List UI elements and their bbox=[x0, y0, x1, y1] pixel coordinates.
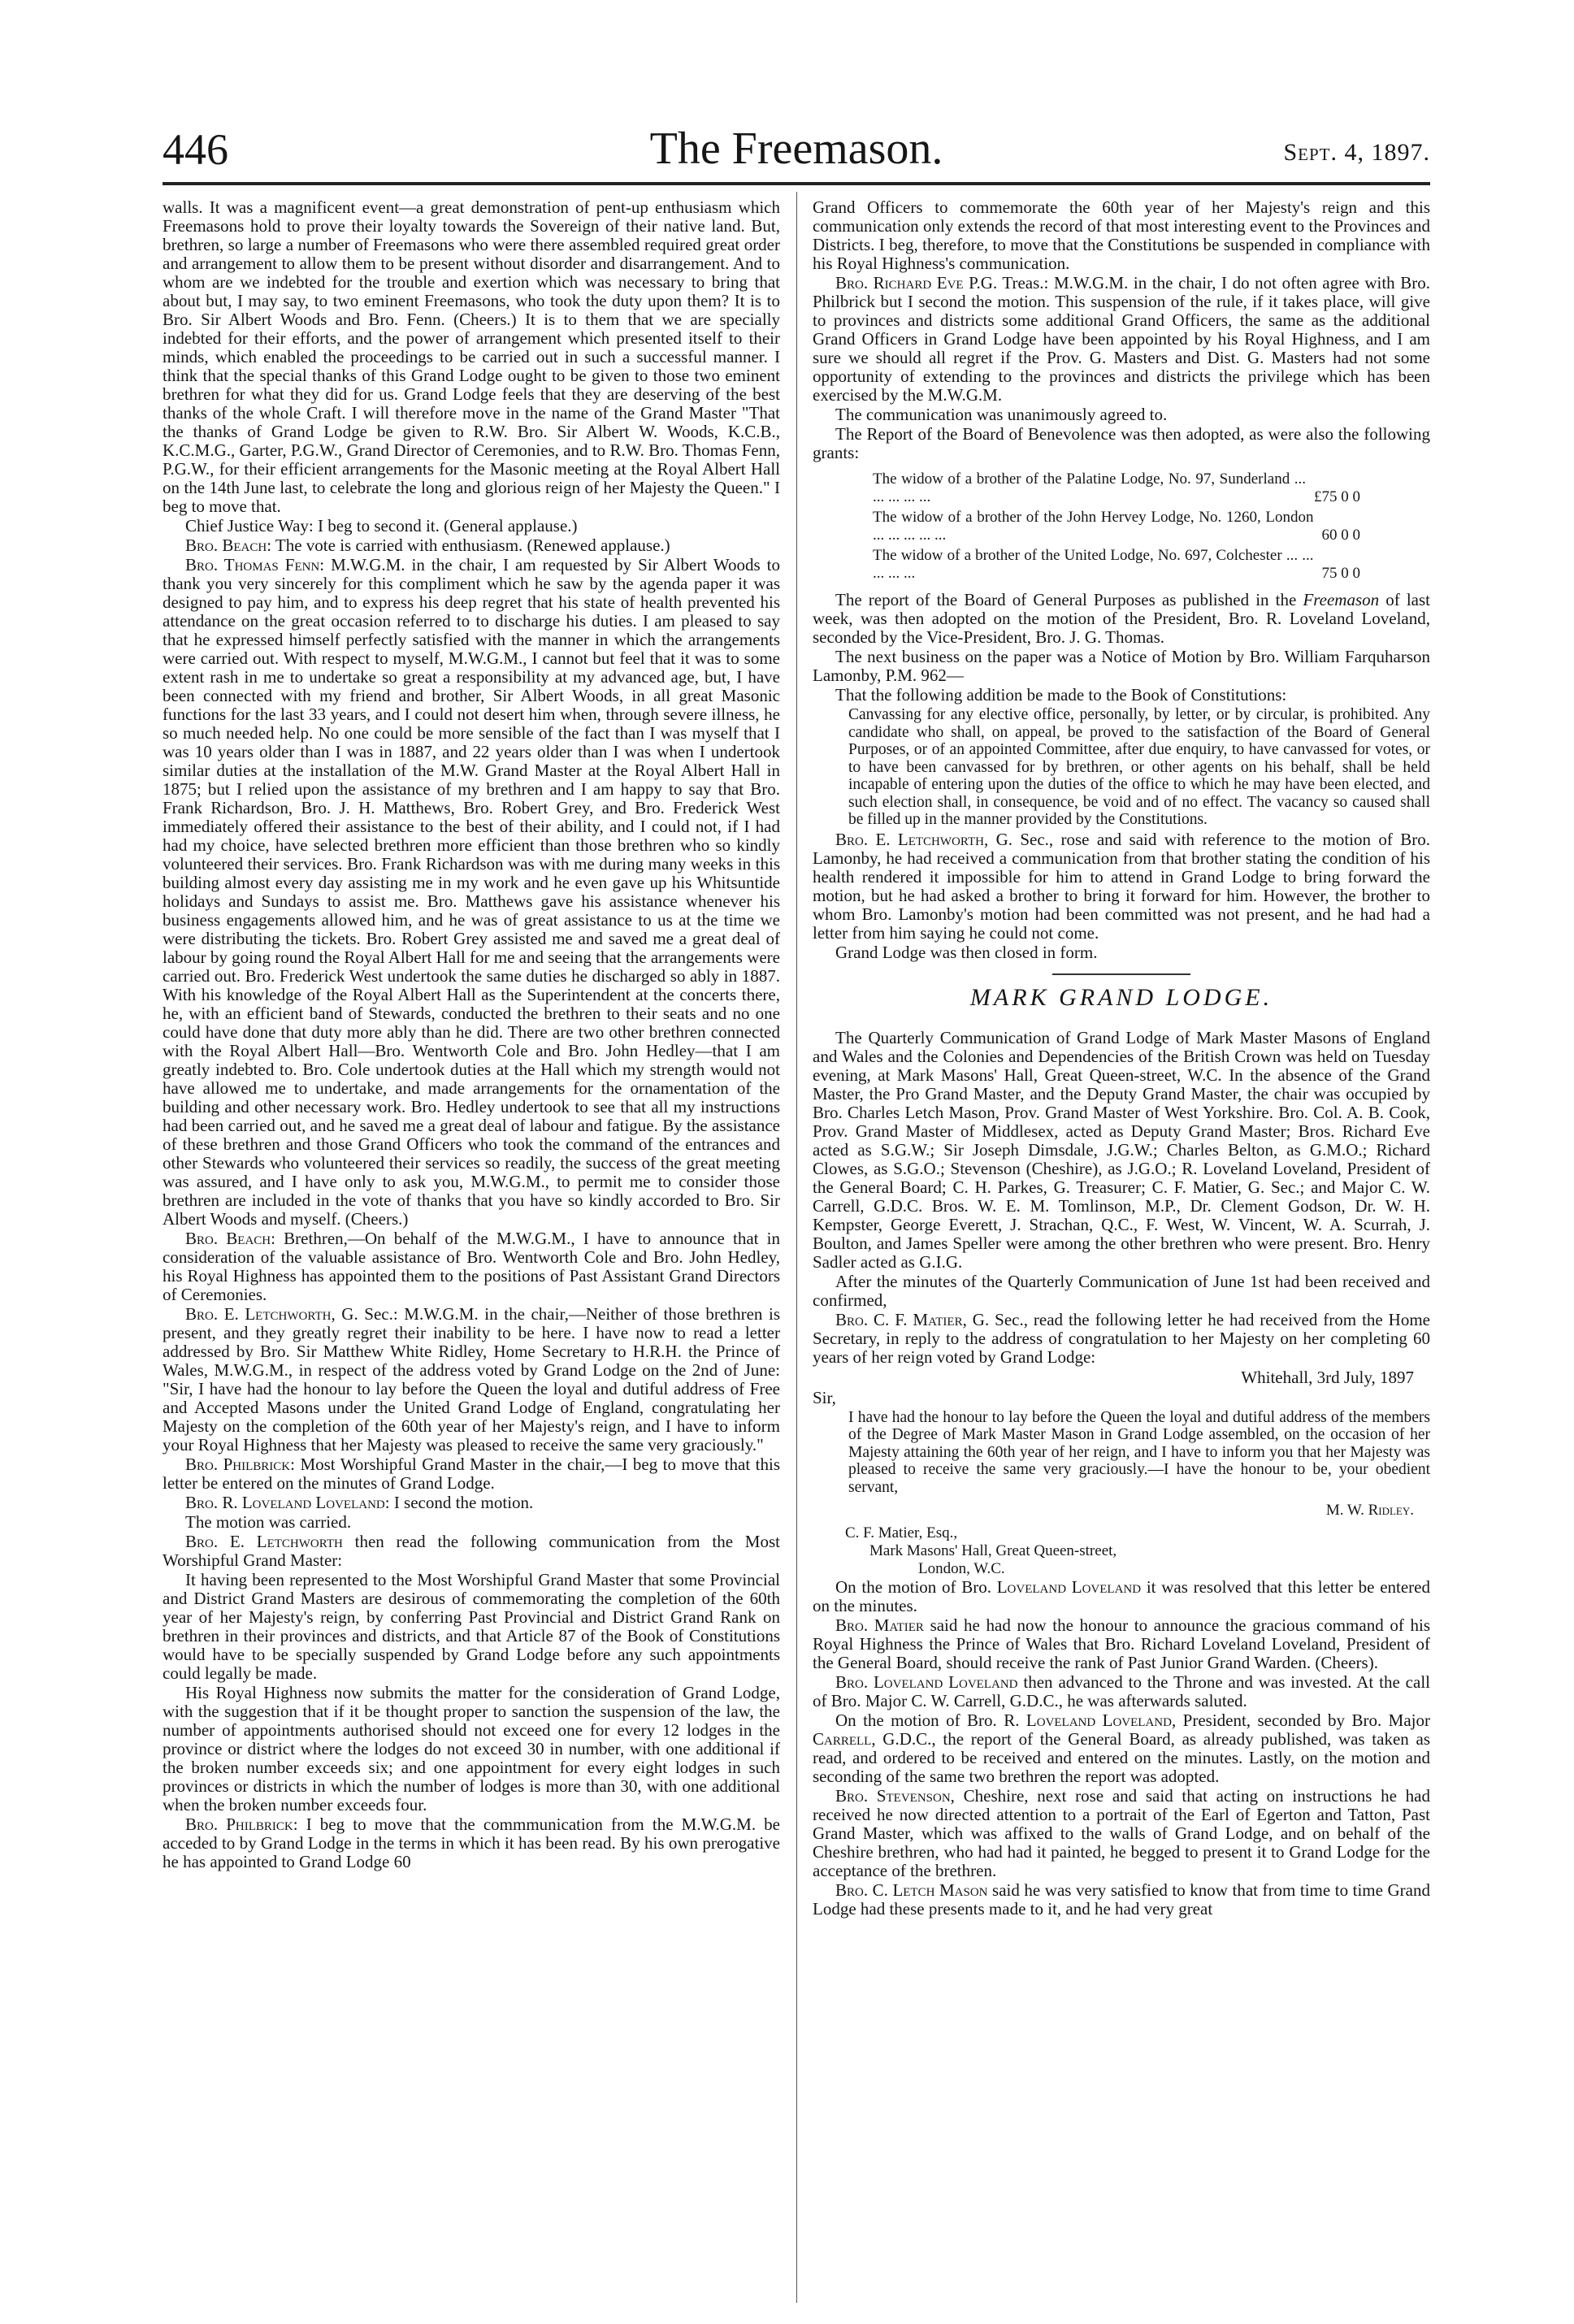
letter-date: Whitehall, 3rd July, 1897 bbox=[1241, 1367, 1414, 1387]
speaker-name: Bro. Beach bbox=[185, 1229, 271, 1248]
speech-text: , Cheshire, next rose and said that acting on instructions he had received he now directed attention to a portrait of the Earl of Egerton and Tatton, Past Grand Master, which was affixed to the walls of Grand Lodge, and on behalf of the Cheshire brethren, who had had it painted, he begged to present it to Grand Lodge for the acceptance of the brethren. bbox=[813, 1786, 1430, 1880]
address-line: C. F. Matier, Esq., bbox=[845, 1524, 958, 1541]
paragraph: On the motion of Bro. R. Loveland Loveland, President, seconded by Bro. Major Carrell, G.D.C., the report of the General Board, as already published, was taken as read, and ordered to be received and entered on the minutes. Lastly, on the motion and seconding of the same two brethren the report was adopted. bbox=[813, 1710, 1430, 1786]
speech-text: then read the following communication from the Most Worshipful Grand Master: bbox=[163, 1532, 780, 1570]
paragraph bbox=[163, 1305, 780, 1455]
section-heading: MARK GRAND LODGE. bbox=[969, 983, 1273, 1011]
paragraph: The next business on the paper was a Notice of Motion by Bro. William Farquharson Lamonby, P.M. 962— bbox=[813, 647, 1430, 685]
paragraph: walls. It was a magnificent event—a great demonstration of pent-up enthusiasm which Freemasons hold to prove their loyalty towards the Sovereign of their native land. But, brethren, so large a number of Freemasons who were there assembled required great order and arrangement to allow them to be present without disorder and disarrangement. And to whom are we indebted for the trouble and exertion which was necessary to bring that about but, I may say, to two eminent Freemasons, who took the duty upon them? It is to Bro. Sir Albert Woods and Bro. Fenn. (Cheers.) It is to them that we are specially indebted for their efforts, and the power of arrangement which presented itself to their minds, which enabled the proceedings to be carried out in such a successful manner. I think that the special thanks of this Grand Lodge ought to be given to those two eminent brethren for what they did for us. Grand Lodge feels that they are deserving of the best thanks of the whole Craft. I will therefore move in the name of the Grand Master "That the thanks of Grand Lodge be given to R.W. Bro. Sir Albert W. Woods, K.C.B., K.C.M.G., Garter, P.G.W., Grand Director of Ceremonies, and to R.W. Bro. Thomas Fenn, P.G.W., for their efficient arrangements for the Masonic meeting at the Royal Albert Hall on the 14th June last, to celebrate the long and glorious reign of her Majesty the Queen." I beg to move that. bbox=[163, 198, 780, 516]
left-column bbox=[163, 198, 780, 2303]
speaker-name: Bro. E. Letchworth bbox=[185, 1304, 332, 1324]
paragraph: The motion was carried. bbox=[185, 1512, 352, 1532]
grant-item bbox=[873, 509, 1360, 544]
letter-address bbox=[845, 1524, 1430, 1578]
paragraph: After the minutes of the Quarterly Communication of June 1st had been received and confirmed, bbox=[813, 1271, 1430, 1310]
speaker-name: Bro. E. Letchworth bbox=[185, 1532, 343, 1551]
speech-text: : I beg to second it. (General applause.) bbox=[308, 516, 578, 535]
paragraph bbox=[813, 830, 1430, 943]
speaker-name: Bro. Loveland Loveland bbox=[835, 1672, 1018, 1692]
grant-amount: £75 0 0 bbox=[1314, 488, 1360, 505]
paragraph bbox=[163, 556, 780, 1229]
paragraph bbox=[163, 1229, 780, 1304]
speech-text: : M.W.G.M. in the chair, I am requested by Sir Albert Woods to thank you very sincerely for this compliment which he saw by the agenda paper it was designed to pay him, and to express his deep regret that his state of health prevented his attendance on the great occasion referred to to discharge his duties. I am pleased to say that he expressed himself perfectly satisfied with the manner in which the arrangements were carried out. With respect to myself, M.W.G.M., I cannot but feel that it was to some extent rash in me to undertake so great a responsibility at my advanced age, but, I have been connected with my friend and brother, Sir Albert Woods, in all great Masonic functions for the last 33 years, and I could not desert him when, through severe illness, he so much needed help. No one could be more sensible of the fact than I was myself that I was 10 years older than I was in 1887, and 22 years older than I was when I undertook similar duties at the installation of the M.W. Grand Master at the Royal Albert Hall in 1875; but I relied upon the assistance of my brethren and I am happy to say that Bro. Frank Richardson, Bro. J. H. Matthews, Bro. Robert Grey, and Bro. Frederick West immediately offered their assistance to the best of their ability, and I could not, if I had had my choice, have selected brethren more efficient than those brethren who so kindly volunteered their services. Bro. Frank Richardson was with me during many weeks in this building almost every day assisting me in my work and he even gave up his Whitsuntide holidays and Sundays to assist me. Bro. Matthews gave his assistance whenever his business engagements allowed him, and he was of great assistance to us at the time we were distributing the tickets. Bro. Robert Grey assisted me and saved me a great deal of labour by going round the Royal Albert Hall for me and seeing that the arrangements were carried out. Bro. Frederick West undertook the same duties he discharged so ably in 1887. With his knowledge of the Royal Albert Hall as the Superintendent at the concerts there, he, with an efficient band of Stewards, conducted the brethren to their seats and no one could have done that duty more ably than he did. There are two other brethren connected with the Royal Albert Hall—Bro. Wentworth Cole and Bro. John Hedley—that I am greatly indebted to. Bro. Cole undertook duties at the Hall which my strength would not have allowed me to undertake, and made arrangements for the ornamentation of the building and other necessary work. Bro. Hedley undertook to see that all my instructions had been carried out, and he saved me a great deal of labour and fatigue. By the assistance of these brethren and those Grand Officers who took the command of the entrances and other Stewards who volunteered their services so readily, the success of the great meeting was assured, and I have only to ask you, M.W.G.M., to permit me to consider those brethren are included in the vote of thanks that you have so kindly accorded to Bro. Sir Albert Woods and myself. (Cheers.) bbox=[163, 555, 780, 1229]
masthead bbox=[163, 122, 1430, 179]
speech-text: P.G. Treas.: M.W.G.M. in the chair, I do not often agree with Bro. Philbrick but I second the motion. This suspension of the rule, if it takes place, will give to provinces and districts some additional Grand Officers, the same as the additional Grand Officers in Grand Lodge have been appointed by his Royal Highness, and I am sure we should all regret if the Prov. G. Masters and Dist. G. Masters had not some opportunity of extending to the provinces and districts the privilege which has been exercised by the M.W.G.M. bbox=[813, 273, 1430, 405]
letter-salutation: Sir, bbox=[813, 1387, 836, 1407]
speaker-name: Loveland Loveland bbox=[1025, 1710, 1172, 1730]
speech-text: : Brethren,—On behalf of the M.W.G.M., I have to announce that in consideration of the valuable assistance of Bro. Wentworth Cole and Bro. John Hedley, his Royal Highness has appointed them to the positions of Past Assistant Grand Directors of Ceremonies. bbox=[163, 1229, 780, 1304]
address-line: London, W.C. bbox=[918, 1560, 1005, 1577]
grant-item bbox=[873, 470, 1360, 506]
speech-text: : Most Worshipful Grand Master in the chair,—I beg to move that this letter be entered on the minutes of Grand Lodge. bbox=[163, 1455, 780, 1493]
speaker-name: Bro. R. Loveland Loveland bbox=[185, 1493, 385, 1512]
speaker-name: Bro. Richard Eve bbox=[835, 273, 964, 293]
address-line: Mark Masons' Hall, Great Queen-street, bbox=[869, 1542, 1117, 1559]
section-rule bbox=[1052, 973, 1190, 975]
publication-name: Freemason bbox=[1303, 590, 1380, 609]
grant-recipient: The widow of a brother of the United Lodge, No. 697, Colchester ... ... ... ... ... bbox=[873, 547, 1314, 582]
paragraph bbox=[813, 1787, 1430, 1880]
right-column bbox=[813, 198, 1430, 2303]
speaker-name: Bro. C. Letch Mason bbox=[835, 1880, 988, 1900]
paragraph bbox=[813, 1881, 1430, 1919]
grant-recipient: The widow of a brother of the Palatine Lodge, No. 97, Sunderland ... ... ... ... ... bbox=[873, 470, 1306, 505]
speaker-name: Chief Justice Way bbox=[185, 516, 309, 535]
newspaper-title: The Freemason. bbox=[649, 124, 943, 174]
paragraph bbox=[163, 517, 780, 535]
paragraph: The report of the Board of General Purposes as published in the Freemason of last week, was then adopted on the motion of the President, Bro. R. Loveland Loveland, seconded by the Vice-President, Bro. J. G. Thomas. bbox=[813, 590, 1430, 647]
speaker-name: Bro. C. F. Matier bbox=[835, 1309, 963, 1329]
grant-item bbox=[873, 547, 1360, 583]
speech-text: : The vote is carried with enthusiasm. (Renewed applause.) bbox=[267, 535, 670, 555]
paragraph bbox=[163, 1494, 780, 1512]
speaker-name: Bro. Philbrick bbox=[185, 1455, 291, 1474]
paragraph bbox=[813, 1673, 1430, 1710]
paragraph: His Royal Highness now submits the matter for the consideration of Grand Lodge, with the suggestion that if it be thought proper to sanction the suspension of the law, the number of appointments authorised should not exceed one for every 12 lodges in the province or district where the lodges do not exceed 30 in number, with one additional if the broken number exceeds six; and one appointment for every eight lodges in such provinces or districts in which the number of lodges is more than 30, with one additional when the broken number exceeds four. bbox=[163, 1683, 780, 1815]
paragraph: The communication was unanimously agreed to. bbox=[835, 405, 1168, 424]
paragraph bbox=[163, 1533, 780, 1570]
speech-text: said he was very satisfied to know that from time to time Grand Lodge had these presents made to it, and he had very great bbox=[813, 1880, 1430, 1919]
paragraph: It having been represented to the Most Worshipful Grand Master that some Provincial and District Grand Masters are desirous of commemorating the completion of the 60th year of her Majesty's reign, by conferring Past Provincial and District Grand Rank on brethren in their provinces and districts, and that Article 87 of the Book of Constitutions would have to be specially suspended by Grand Lodge before any such appointments could legally be made. bbox=[163, 1570, 780, 1683]
paragraph bbox=[813, 1311, 1430, 1367]
paragraph: The Report of the Board of Benevolence was then adopted, as were also the following grants: bbox=[813, 424, 1430, 462]
quoted-rule: Canvassing for any elective office, personally, by letter, or by circular, is prohibited. Any candidate who shall, on appeal, be proved to the satisfaction of the Board of General Purposes, or of an appointed Committee, after due enquiry, to have canvassed for votes, or to have been canvassed for by brethren, or other agents on his behalf, shall be held incapable of entering upon the duties of the office to which he may have been elected, and such election shall, in consequence, be void and of no effect. The vacancy so caused shall be filled up in the manner provided by the Constitutions. bbox=[848, 706, 1430, 828]
paragraph bbox=[813, 274, 1430, 405]
page-number: 446 bbox=[163, 125, 228, 174]
speaker-name: Bro. Thomas Fenn bbox=[185, 555, 320, 574]
masthead-rule bbox=[163, 182, 1430, 185]
column-divider bbox=[796, 192, 797, 2303]
speaker-name: Bro. Philbrick bbox=[185, 1815, 293, 1834]
paragraph bbox=[813, 1616, 1430, 1672]
speech-text: then advanced to the Throne and was invested. At the call of Bro. Major C. W. Carrell, G.D.C., he was afterwards saluted. bbox=[813, 1672, 1430, 1710]
paragraph: That the following addition be made to the Book of Constitutions: bbox=[835, 685, 1287, 705]
speaker-name: Carrell bbox=[813, 1729, 872, 1749]
speech-text: : I beg to move that the commmunication from the M.W.G.M. be acceded to by Grand Lodge in the terms in which it has been read. By his own prerogative he has appointed to Grand Lodge 60 bbox=[163, 1815, 780, 1871]
speaker-name: Bro. E. Letchworth bbox=[835, 829, 984, 849]
grant-amount: 75 0 0 bbox=[1321, 565, 1360, 582]
speech-text: : I second the motion. bbox=[384, 1493, 534, 1512]
speech-text: , G. Sec., rose and said with reference to the motion of Bro. Lamonby, he had received a communication from that brother stating the condition of his health rendered it impossible for him to attend in Grand Lodge to bring forward the motion, but he had asked a brother to bring it forward for him. However, the brother to whom Bro. Lamonby's motion had been committed was not present, and he had had a letter from him saying he could not come. bbox=[813, 829, 1430, 943]
speaker-name: Bro. Matier bbox=[835, 1615, 924, 1635]
speaker-name: Bro. Beach bbox=[185, 535, 267, 555]
paragraph bbox=[163, 1815, 780, 1871]
paragraph: Grand Lodge was then closed in form. bbox=[835, 942, 1098, 962]
paragraph: On the motion of Bro. Loveland Loveland it was resolved that this letter be entered on the minutes. bbox=[813, 1577, 1430, 1615]
speaker-name: Loveland Loveland bbox=[996, 1577, 1142, 1597]
paragraph: The Quarterly Communication of Grand Lodge of Mark Master Masons of England and Wales and the Colonies and Dependencies of the British Crown was held on Tuesday evening, at Mark Masons' Hall, Great Queen-street, W.C. In the absence of the Grand Master, the Pro Grand Master, and the Deputy Grand Master, the chair was occupied by Bro. Charles Letch Mason, Prov. Grand Master of West Yorkshire. Bro. Col. A. B. Cook, Prov. Grand Master of Middlesex, acted as Deputy Grand Master; Bros. Richard Eve acted as S.G.W.; Sir Joseph Dimsdale, J.G.W.; Charles Belton, as G.M.O.; Richard Clowes, as S.G.O.; Stevenson (Cheshire), as J.G.O.; R. Loveland Loveland, President of the General Board; C. H. Parkes, G. Treasurer; C. F. Matier, G. Sec.; and Major C. W. Carrell, G.D.C. Bros. W. E. M. Tomlinson, M.P., Dr. Clement Godson, Dr. W. H. Kempster, George Everett, J. Strachan, Q.C., F. West, W. Vincent, W. A. Scurrah, J. Boulton, and James Speller were among the other brethren who were present. Bro. Henry Sadler acted as G.I.G. bbox=[813, 1027, 1430, 1272]
speaker-name: Bro. Stevenson bbox=[835, 1786, 951, 1806]
grant-amount: 60 0 0 bbox=[1321, 527, 1360, 544]
paragraph: Grand Officers to commemorate the 60th year of her Majesty's reign and this communication only extends the record of that most interesting event to the Provinces and Districts. I beg, therefore, to move that the Constitutions be suspended in compliance with his Royal Highness's communication. bbox=[813, 198, 1430, 273]
letter-signature: M. W. Ridley. bbox=[1325, 1502, 1414, 1519]
paragraph bbox=[163, 536, 780, 555]
issue-date: Sept. 4, 1897. bbox=[1283, 139, 1430, 166]
speech-text: , G. Sec., read the following letter he had received from the Home Secretary, in reply to the address of congratulation to her Majesty on her completing 60 years of her reign voted by Grand Lodge: bbox=[813, 1309, 1430, 1367]
letter-body: I have had the honour to lay before the Queen the loyal and dutiful address of the members of the Degree of Mark Master Mason in Grand Lodge assembled, on the occasion of her Majesty attaining the 60th year of her reign, and I have to inform you that her Majesty was pleased to receive the same very graciously.—I have the honour to be, your obedient servant, bbox=[848, 1408, 1430, 1496]
speech-text: said he had now the honour to announce the gracious command of his Royal Highness the Prince of Wales that Bro. Richard Loveland Loveland, President of the General Board, should receive the rank of Past Junior Grand Warden. (Cheers). bbox=[813, 1615, 1430, 1672]
speech-text: , G. Sec.: M.W.G.M. in the chair,—Neither of those brethren is present, and they greatly regret their inability to be here. I have now to read a letter addressed by Bro. Sir Matthew White Ridley, Home Secretary to H.R.H. the Prince of Wales, M.W.G.M., in respect of the address voted by Grand Lodge on the 2nd of June: "Sir, I have had the honour to lay before the Queen the loyal and dutiful address of Free and Accepted Masons under the United Grand Lodge of England, congratulating her Majesty on the completion of the 60th year of her Majesty's reign, and I have to inform your Royal Highness that her Majesty was pleased to receive the same very graciously." bbox=[163, 1304, 780, 1455]
paragraph bbox=[163, 1455, 780, 1493]
grants-list bbox=[873, 470, 1360, 583]
grant-recipient: The widow of a brother of the John Hervey Lodge, No. 1260, London ... ... ... ... ... bbox=[873, 509, 1314, 544]
